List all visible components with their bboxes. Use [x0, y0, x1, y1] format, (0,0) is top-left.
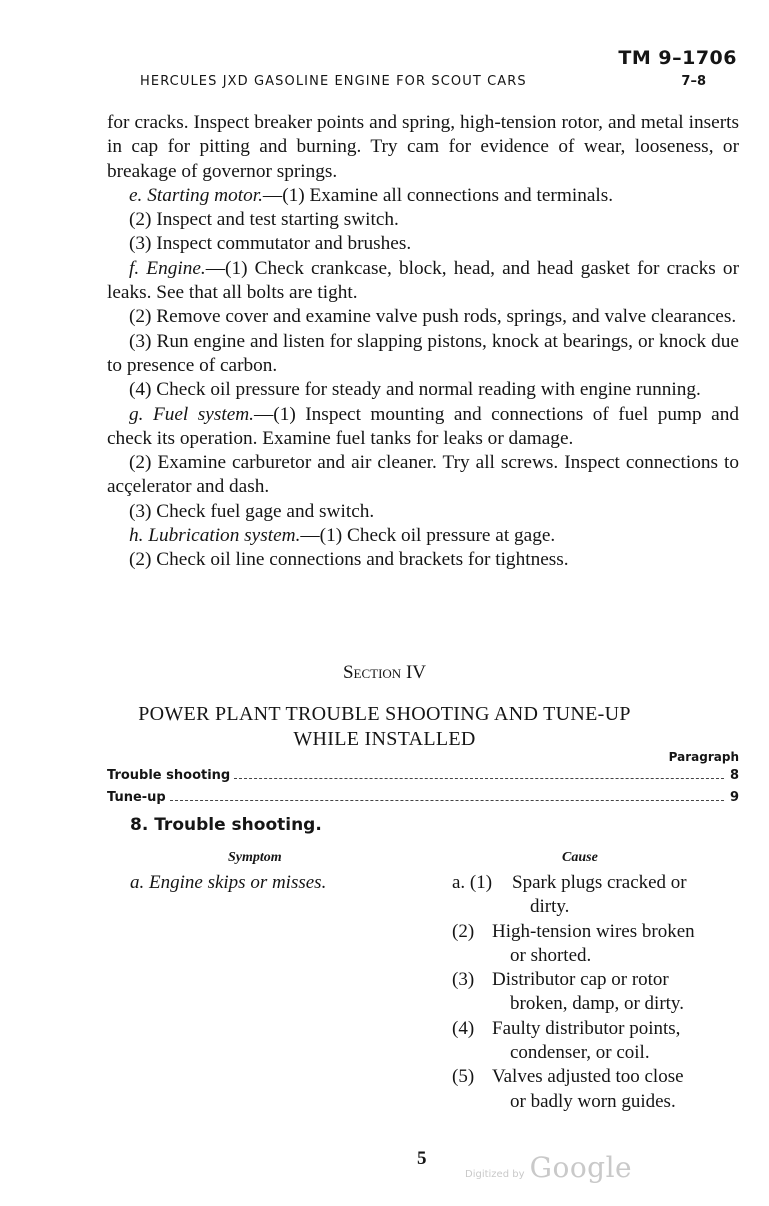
item-label: e. Starting motor.	[129, 184, 263, 206]
symptom-item: a. Engine skips or misses.	[130, 872, 327, 893]
cause-item	[452, 1017, 739, 1066]
paragraph: (2) Check oil line connections and brackets for tightness.	[129, 549, 569, 571]
paragraph: (3) Check fuel gage and switch.	[129, 500, 375, 522]
technical-manual-number: TM 9–1706	[618, 47, 737, 69]
paragraph: (2) Inspect and test starting switch.	[129, 209, 399, 231]
item-label: g. Fuel system.	[129, 403, 254, 425]
paragraph: f. Engine.—(1) Check crankcase, block, head, and head gasket for cracks or leaks. See that all bolts are tight.	[107, 257, 739, 304]
cause-column-header: Cause	[562, 850, 598, 865]
cause-label: (3)	[452, 969, 475, 991]
toc-title: Tune-up	[107, 790, 166, 805]
section-title: POWER PLANT TROUBLE SHOOTING AND TUNE-UP WHILE INSTALLED	[138, 703, 631, 750]
running-head	[140, 74, 740, 89]
cause-text: or shorted.	[510, 944, 592, 966]
paragraph: (2) Examine carburetor and air cleaner. Try all screws. Inspect connections to acçelerator and dash.	[107, 452, 739, 498]
trouble-shooting-heading: 8. Trouble shooting.	[130, 815, 322, 835]
section-heading	[0, 662, 769, 684]
cause-text: Faulty distributor points,	[492, 1017, 681, 1039]
paragraph-reference: 7–8	[681, 74, 706, 89]
item-label: f. Engine.	[129, 257, 206, 279]
toc-leader	[234, 778, 724, 779]
paragraph: h. Lubrication system.—(1) Check oil pressure at gage.	[129, 525, 556, 547]
cause-item	[452, 871, 739, 920]
running-title: HERCULES JXD GASOLINE ENGINE FOR SCOUT CARS	[140, 74, 527, 89]
section-label: Section	[342, 662, 402, 683]
cause-label: a. (1)	[452, 872, 493, 893]
google-logo-text: Google	[529, 1151, 633, 1184]
cause-text: Distributor cap or rotor	[492, 969, 669, 991]
cause-item	[452, 1065, 739, 1114]
page-number: 5	[417, 1148, 427, 1169]
toc-paragraph: 8	[729, 768, 739, 783]
paragraph: (4) Check oil pressure for steady and normal reading with engine running.	[129, 379, 701, 401]
digitized-by-text: Digitized by	[465, 1169, 525, 1180]
toc-entry	[107, 790, 739, 805]
body-text	[107, 111, 739, 573]
paragraph: g. Fuel system.—(1) Inspect mounting and connections of fuel pump and check its operation. Examine fuel tanks for leaks or damage.	[107, 403, 739, 449]
paragraph: (3) Run engine and listen for slapping pistons, knock at bearings, or knock due to presence of carbon.	[107, 330, 739, 376]
toc-entry	[107, 768, 739, 783]
cause-label: (2)	[452, 920, 475, 942]
digitization-watermark	[465, 1151, 632, 1184]
cause-text: dirty.	[530, 896, 570, 918]
paragraph: (3) Inspect commutator and brushes.	[129, 233, 412, 255]
cause-label: (5)	[452, 1066, 475, 1088]
cause-text: broken, damp, or dirty.	[510, 993, 684, 1015]
toc-leader	[170, 800, 724, 801]
section-numeral: IV	[405, 662, 427, 683]
cause-list	[452, 871, 739, 1114]
paragraph: e. Starting motor.—(1) Examine all connections and terminals.	[129, 184, 614, 206]
cause-text: or badly worn guides.	[510, 1090, 676, 1112]
paragraph-column-label: Paragraph	[668, 750, 739, 764]
paragraph: (2) Remove cover and examine valve push rods, springs, and valve clearances.	[129, 306, 737, 328]
cause-text: Spark plugs cracked or	[512, 872, 687, 893]
cause-text: Valves adjusted too close	[492, 1066, 684, 1088]
cause-text: High-tension wires broken	[492, 920, 695, 942]
item-label: h. Lubrication system.	[129, 525, 301, 547]
toc-paragraph: 9	[729, 790, 739, 805]
cause-label: (4)	[452, 1017, 475, 1039]
cause-item	[452, 920, 739, 969]
symptom-column-header: Symptom	[228, 850, 282, 865]
cause-item	[452, 968, 739, 1017]
cause-text: condenser, or coil.	[510, 1042, 650, 1064]
toc-title: Trouble shooting	[107, 768, 231, 783]
paragraph: for cracks. Inspect breaker points and spring, high-tension rotor, and metal inserts in cap for pitting and burning. Try cam for evidence of wear, looseness, or breakage of governor springs.	[107, 112, 739, 182]
